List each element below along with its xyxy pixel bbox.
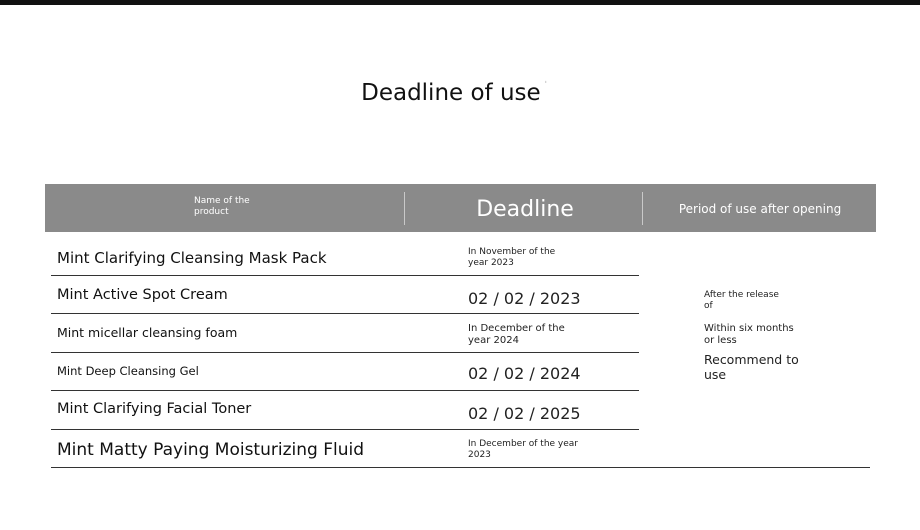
table-row xyxy=(51,238,639,276)
deadline-value: In December of the year 2024 xyxy=(468,323,565,346)
period-duration-note: Within six months or less xyxy=(704,323,794,346)
product-name: Mint Deep Cleansing Gel xyxy=(57,364,199,378)
table-row xyxy=(51,276,639,314)
table-header xyxy=(45,184,876,232)
header-product-name: Name of the product xyxy=(194,196,250,217)
table-row xyxy=(51,314,639,353)
product-name: Mint Clarifying Facial Toner xyxy=(57,401,252,417)
title-mark: ˈ xyxy=(544,80,547,89)
period-recommend-note: Recommend to use xyxy=(704,352,799,382)
deadline-value: In November of the year 2023 xyxy=(468,247,556,268)
period-release-note: After the release of xyxy=(704,290,779,311)
deadline-value: 02 / 02 / 2024 xyxy=(468,364,581,383)
header-divider xyxy=(404,192,405,225)
page-title xyxy=(0,80,908,106)
title-text: Deadline of use xyxy=(361,80,541,106)
deadline-value: In December of the year 2023 xyxy=(468,439,578,460)
product-name: Mint Active Spot Cream xyxy=(57,287,228,303)
product-name: Mint micellar cleansing foam xyxy=(57,325,238,340)
product-name: Mint Clarifying Cleansing Mask Pack xyxy=(57,249,327,267)
header-deadline: Deadline xyxy=(476,197,574,222)
table-row xyxy=(51,391,639,430)
deadline-value: 02 / 02 / 2023 xyxy=(468,289,581,308)
deadline-value: 02 / 02 / 2025 xyxy=(468,404,581,423)
product-name: Mint Matty Paying Moisturizing Fluid xyxy=(57,440,364,460)
table-row xyxy=(51,430,870,468)
header-period: Period of use after opening xyxy=(678,202,842,216)
top-border xyxy=(0,0,920,5)
table-row xyxy=(51,353,639,391)
header-divider xyxy=(642,192,643,225)
